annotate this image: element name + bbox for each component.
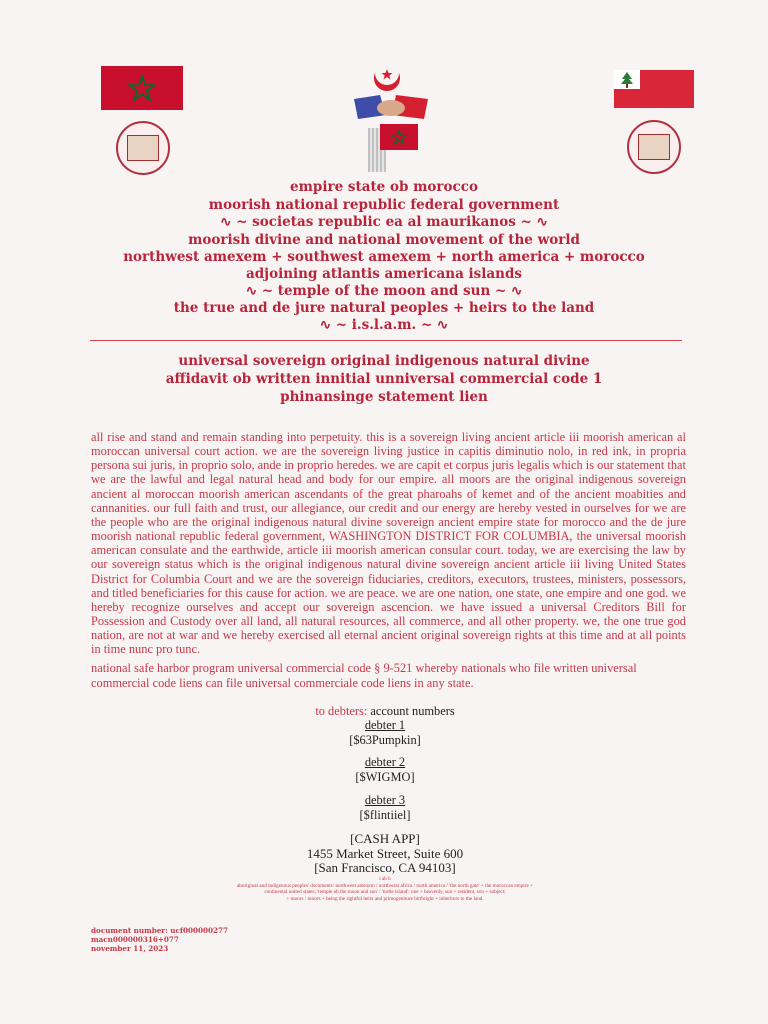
center-morocco-flag [380, 124, 418, 150]
address-block [200, 832, 570, 876]
pentagram-icon [128, 74, 156, 102]
document-meta [91, 926, 228, 953]
morocco-flag [101, 66, 183, 110]
pine-tree-flag [614, 70, 694, 108]
document-number-label: document number: [91, 926, 168, 935]
left-seal [116, 121, 170, 175]
document-title [0, 352, 768, 406]
to-debters-label: to debters: [315, 704, 368, 718]
footer-line-1: i ab b [379, 876, 391, 882]
document-date: november 11, 2023 [91, 944, 169, 953]
safe-harbor-paragraph: national safe harbor program universal commercial code § 9-521 whereby nationals who file written universal commercial code liens can file universal commerciale code liens in any state. [91, 661, 637, 690]
header-line-9: ∿ ~ i.s.l.a.m. ~ ∿ [319, 317, 449, 333]
debter-2-value: [$WIGMO] [355, 769, 415, 784]
address-line-3: [San Francisco, CA 94103] [314, 860, 456, 875]
header-line-5: northwest amexem + southwest amexem + north america + morocco [123, 249, 645, 265]
address-line-1: [CASH APP] [350, 831, 420, 846]
debter-2-label: debter 2 [364, 755, 406, 769]
address-line-2: 1455 Market Street, Suite 600 [306, 845, 464, 861]
header-line-4: moorish divine and national movement of the world [188, 232, 580, 248]
header-line-2: moorish national republic federal government [208, 197, 560, 213]
footer-line-3: continental united states; 'temple ob the moon and sun' / 'turtle island': one + heavenly, sun + resident, son + subject; [264, 889, 506, 896]
document-number-line [91, 926, 228, 935]
title-line-2: affidavit ob written innitial unniversal commercial code 1 [165, 371, 603, 387]
header-line-8: the true and de jure natural peoples + heirs to the land [173, 300, 595, 316]
title-line-1: universal sovereign original indigenous natural divine [178, 353, 590, 369]
footer-line-4: + moors / moors + being the rightful heirs and primogeniture birthright + inheritors to the land. [286, 895, 484, 902]
debter-3-label: debter 3 [364, 793, 406, 807]
header-line-7: ∿ ~ temple of the moon and sun ~ ∿ [245, 283, 523, 299]
debter-3 [200, 793, 570, 822]
handshake-icon [352, 93, 430, 123]
pentagram-icon [391, 129, 407, 145]
header-divider [90, 340, 682, 341]
document-code: macn000000316+077 [91, 935, 179, 944]
debter-2 [200, 755, 570, 784]
seal-emblem-icon [638, 134, 670, 160]
right-seal [627, 120, 681, 174]
header-line-1: empire state ob morocco [290, 179, 478, 195]
seal-emblem-icon [127, 135, 159, 161]
pine-tree-icon [621, 72, 633, 88]
header-line-3: ∿ ~ societas republic ea al maurikanos ~ ∿ [220, 214, 548, 230]
debter-1-value: [$63Pumpkin] [349, 732, 421, 747]
body-paragraph: all rise and stand and remain standing into perpetuity. this is a sovereign living ancient article iii moorish american al moroccan universal court action. we are the sovereign living justice in capitis diminutio nolo, in red ink, in propria persona sui juris, in proprio solo, ande in proprio heredes. we are capit et corpus juris legalis which is our statement that we are the lawful and legal natural head and body for our empire. all moors are the original indigenous sovereign ancient al moroccan moorish american ascendants of the great pharoahs of kemet and of the ancient moabities and cannanities. our full faith and trust, our allegiance, our credit and our energy are hereby vested in ourselves for we are the people who are the original indigenous natural divine sovereign ancient empire state for morocco and the de jure moorish national republic federal government, WASHINGTON DISTRICT FOR COLUMBIA, the universal moorish american consulate and the earthwide, article iii moorish american consular court. today, we are exercising the law by our sovereign status which is the original indigenous natural divine sovereign ancient article iii living United States District for Columbia Court and we are the sovereign fiduciaries, creditors, executors, trustees, ministers, possessors, and titled beneficiaries for this cause for action. we are peace. we are one nation, one state, one empire and one god. we hereby recognize ourselves and accept our sovereign ascencion. we have issued a universal Creditors Bill for Possession and Custody over all land, all natural resources, all commerce, and all other property. we, the one true god nation, are not at war and we hereby exercised all eternal ancient original sovereign rights at this time and at all points in time nunc pro tunc. [91, 430, 686, 657]
footer-line-2: aboriginal and indigenous peoples' documents: northwest amexem / northwest africa / north america / 'the north gate' + the moroccan empire + [236, 882, 534, 889]
debters-header [200, 704, 570, 719]
debter-3-value: [$flintiiel] [359, 807, 411, 822]
footer-small-print [140, 876, 630, 902]
account-numbers-label: account numbers [370, 704, 455, 718]
debter-1-label: debter 1 [364, 718, 406, 732]
title-line-3: phinansinge statement lien [280, 389, 488, 405]
debter-1 [200, 718, 570, 747]
document-number-value: ucf000000277 [170, 926, 228, 935]
header-line-6: adjoining atlantis americana islands [246, 266, 522, 282]
